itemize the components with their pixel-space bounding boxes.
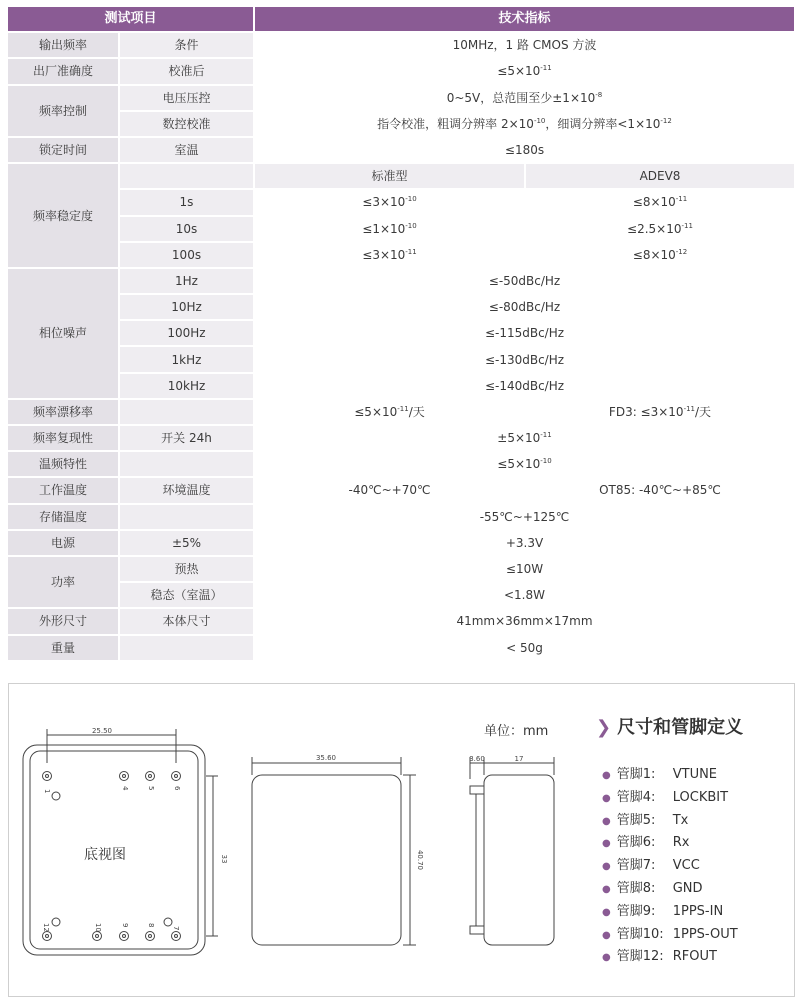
dim-side-b: 17 [514, 755, 524, 763]
header-spec: 技术指标 [255, 7, 794, 31]
row-name: 出厂准确度 [8, 59, 118, 83]
row-cond: 环境温度 [120, 478, 253, 502]
pin-list [602, 764, 738, 969]
row-name: 频率复现性 [8, 426, 118, 450]
list-item: ● 管脚10: 1PPS-OUT [602, 926, 738, 942]
row-value: $\le 5\times 10^{-11}/$天 [255, 400, 524, 424]
table-row [8, 112, 794, 136]
pin-number: 5 [147, 786, 155, 791]
list-item: ● 管脚6: Rx [602, 835, 690, 851]
row-cond [120, 400, 253, 424]
table-row [8, 609, 794, 633]
row-value: 10MHz，1 路 CMOS 方波 [255, 33, 794, 57]
table-row [8, 400, 794, 424]
bullet-icon: ● [602, 883, 611, 895]
row-name: 工作温度 [8, 478, 118, 502]
table-row [8, 295, 794, 319]
side-view-outline [484, 775, 554, 945]
list-item: ● 管脚12: RFOUT [602, 949, 717, 965]
row-value: 0~5V，总范围至少$\pm 1\times 10^{-8}$ [255, 86, 794, 110]
table-row [8, 59, 794, 83]
dim-top-width: 35.60 [315, 754, 337, 762]
table-row [8, 347, 794, 371]
pin-number: 8 [147, 923, 155, 928]
dim-side: 33 [220, 854, 228, 864]
top-view-outline [252, 775, 401, 945]
row-value: OT85: -40℃~+85℃ [526, 478, 794, 502]
col-adev8: ADEV8 [526, 164, 794, 188]
pin-number: 9 [121, 923, 129, 928]
unit-label: 单位：mm [484, 724, 549, 739]
row-cond: 稳态（室温） [120, 583, 253, 607]
row-value: ≤180s [255, 138, 794, 162]
row-name: 输出频率 [8, 33, 118, 57]
row-value: $\le 3\times 10^{-10}$ [255, 190, 524, 214]
table-row [8, 583, 794, 607]
row-value: <1.8W [255, 583, 794, 607]
row-value: $\le 3\times 10^{-11}$ [255, 243, 524, 267]
row-cond: 10Hz [120, 295, 253, 319]
bullet-icon: ● [602, 929, 611, 941]
row-name: 相位噪声 [8, 269, 118, 398]
row-value: ≤-80dBc/Hz [255, 295, 794, 319]
table-row [8, 426, 794, 450]
dim-top-height: 40.70 [416, 849, 424, 871]
row-name: 锁定时间 [8, 138, 118, 162]
dim-pin-span: 25.50 [91, 727, 113, 735]
row-name: 外形尺寸 [8, 609, 118, 633]
row-value: ≤-140dBc/Hz [255, 374, 794, 398]
table-row [8, 452, 794, 476]
row-value: $\le 8\times 10^{-12}$ [526, 243, 794, 267]
pin-section-title [596, 713, 743, 739]
table-row [8, 478, 794, 502]
row-value: FD3: $\le 3\times 10^{-11}/$天 [526, 400, 794, 424]
list-item: ● 管脚8: GND [602, 880, 703, 896]
row-value: -40℃~+70℃ [255, 478, 524, 502]
header-item: 测试项目 [8, 7, 253, 31]
row-name: 频率控制 [8, 86, 118, 136]
row-name: 存储温度 [8, 505, 118, 529]
col-standard: 标准型 [255, 164, 524, 188]
row-cond: 本体尺寸 [120, 609, 253, 633]
bullet-icon: ● [602, 861, 611, 873]
table-row [8, 531, 794, 555]
list-item: ● 管脚4: LOCKBIT [602, 789, 729, 805]
row-cond: 开关 24h [120, 426, 253, 450]
row-cond: 1Hz [120, 269, 253, 293]
pin-section-title-text: 尺寸和管脚定义 [617, 717, 744, 738]
table-row [8, 321, 794, 345]
dim-side-a: 3.60 [469, 755, 485, 763]
row-cond: 预热 [120, 557, 253, 581]
row-name: 重量 [8, 636, 118, 660]
row-cond [120, 505, 253, 529]
row-cond [120, 164, 253, 188]
bullet-icon: ● [602, 815, 611, 827]
row-value: $\le 1\times 10^{-10}$ [255, 217, 524, 241]
row-value: $\le 2.5\times 10^{-11}$ [526, 217, 794, 241]
list-item: ● 管脚7: VCC [602, 858, 700, 874]
row-value: 41mm×36mm×17mm [255, 609, 794, 633]
bullet-icon: ● [602, 838, 611, 850]
row-value: $\pm 5\times 10^{-11}$ [255, 426, 794, 450]
row-cond: ±5% [120, 531, 253, 555]
row-value: ≤-115dBc/Hz [255, 321, 794, 345]
row-value: ≤-50dBc/Hz [255, 269, 794, 293]
table-row [8, 557, 794, 581]
bottom-view-label: 底视图 [84, 847, 126, 863]
row-name: 电源 [8, 531, 118, 555]
row-value: ≤-130dBc/Hz [255, 347, 794, 371]
row-cond: 10kHz [120, 374, 253, 398]
pin-number: 1 [43, 789, 51, 794]
table-row [8, 33, 794, 57]
pin-number: 7 [172, 926, 180, 931]
pin-number: 10 [94, 923, 102, 932]
row-value: $\le 5\times 10^{-11}$ [255, 59, 794, 83]
bullet-icon: ● [602, 770, 611, 781]
row-cond: 10s [120, 217, 253, 241]
chevron-right-icon: ❯ [596, 717, 612, 738]
row-cond [120, 452, 253, 476]
row-cond [120, 636, 253, 660]
bullet-icon: ● [602, 792, 611, 804]
table-row [8, 217, 794, 241]
row-name: 频率稳定度 [8, 164, 118, 267]
pin-number: 4 [121, 786, 129, 791]
list-item: ● 管脚1: VTUNE [602, 767, 718, 782]
row-name: 频率漂移率 [8, 400, 118, 424]
row-value: 指令校准，粗调分辨率 $2\times 10^{-10}$，细调分辨率$<1\times 10^{-12}$ [255, 112, 794, 136]
table-row [8, 243, 794, 267]
row-name: 温频特性 [8, 452, 118, 476]
row-cond: 条件 [120, 33, 253, 57]
table-row [8, 636, 794, 660]
table-row [8, 190, 794, 214]
row-value: $\le 8\times 10^{-11}$ [526, 190, 794, 214]
bullet-icon: ● [602, 952, 611, 964]
table-row [8, 505, 794, 529]
row-value: ≤10W [255, 557, 794, 581]
table-row [8, 86, 794, 110]
row-cond: 电压压控 [120, 86, 253, 110]
list-item: ● 管脚5: Tx [602, 812, 689, 828]
table-row [8, 269, 794, 293]
row-name: 功率 [8, 557, 118, 607]
pin-number: 6 [173, 786, 181, 791]
row-cond: 100Hz [120, 321, 253, 345]
row-cond: 数控校准 [120, 112, 253, 136]
row-cond: 校准后 [120, 59, 253, 83]
pin-number: 12 [42, 923, 50, 932]
row-cond: 1kHz [120, 347, 253, 371]
row-value: < 50g [255, 636, 794, 660]
bullet-icon: ● [602, 906, 611, 918]
table-row [8, 164, 794, 188]
row-value: +3.3V [255, 531, 794, 555]
row-cond: 1s [120, 190, 253, 214]
table-row [8, 374, 794, 398]
list-item: ● 管脚9: 1PPS-IN [602, 903, 724, 919]
row-value: -55℃~+125℃ [255, 505, 794, 529]
row-cond: 100s [120, 243, 253, 267]
spec-table [6, 5, 796, 662]
row-value: $\le 5\times 10^{-10}$ [255, 452, 794, 476]
table-row [8, 138, 794, 162]
row-cond: 室温 [120, 138, 253, 162]
